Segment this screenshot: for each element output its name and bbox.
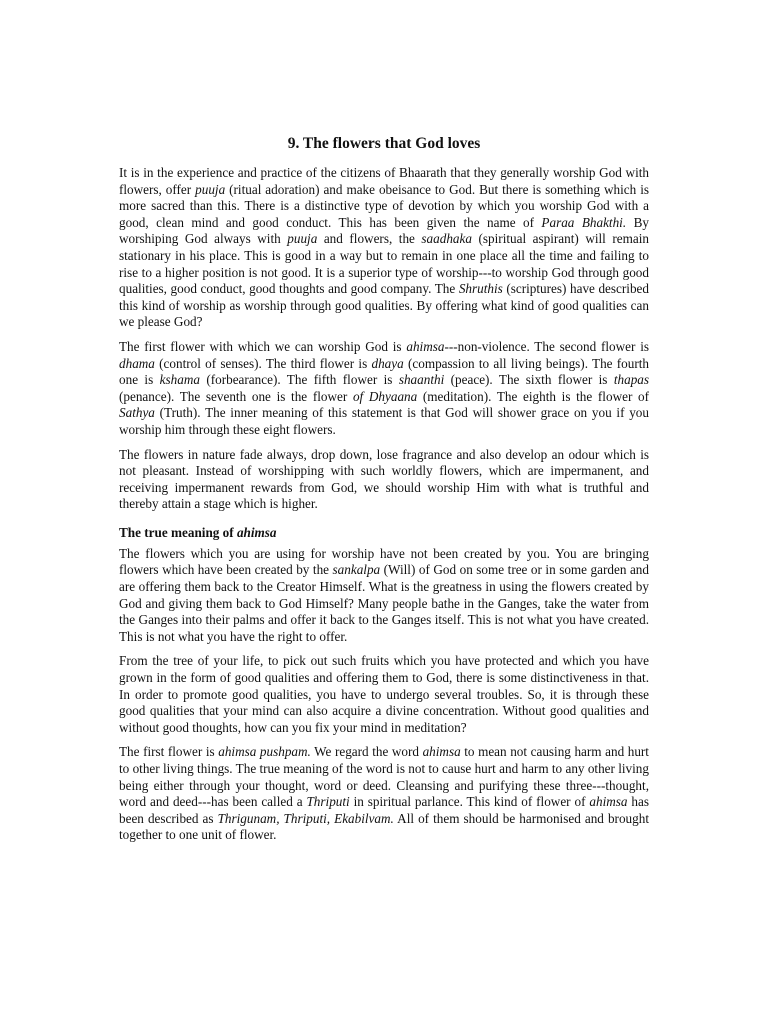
italic-term: Paraa Bhakthi.: [541, 214, 627, 230]
text-run: From the tree of your life, to pick out such fruits which you have protected and which you have grown in the form of good qualities and offering them to God, there is some distinctiveness in that. In order to promote good qualities, you have to undergo several troubles. So, it is through these good qualities that your mind can also acquire a divine concentration. Without good qualities and without good thoughts, how can you fix your mind in meditation?: [119, 653, 649, 735]
italic-term: Shruthis: [458, 281, 503, 297]
italic-term: shaanthi: [398, 372, 445, 388]
italic-term: Thriputi: [306, 794, 350, 810]
text-run: ---non-violence. The second flower is: [444, 338, 649, 354]
text-run: The true meaning of: [119, 524, 237, 540]
italic-term: puuja: [287, 231, 318, 247]
text-run: has been described as: [119, 794, 649, 826]
paragraph: [119, 546, 649, 646]
italic-term: Sathya: [119, 405, 155, 421]
paragraph: [119, 447, 649, 513]
italic-term: puuja: [195, 181, 226, 197]
text-run: It is in the experience and practice of the citizens of Bhaarath that they generally worship God with flowers, offer: [119, 165, 649, 197]
text-run: The flowers in nature fade always, drop down, lose fragrance and also develop an odour which is not pleasant. Instead of worshipping with such worldly flowers, which are impermanent, and receiving impermanent rewards from God, we should worship Him with what is truthful and thereby attain a stage which is higher.: [119, 446, 649, 512]
text-run: (penance). The seventh one is the flower: [119, 388, 353, 404]
text-run: The first flower with which we can worship God is: [119, 338, 407, 354]
text-run: The first flower is: [119, 744, 219, 760]
text-run: (Truth). The inner meaning of this statement is that God will shower grace on you if you worship him through these eight flowers.: [119, 405, 649, 437]
text-run: (scriptures) have described this kind of worship as worship through good qualities. By offering what kind of good qualities can we please God?: [119, 281, 649, 330]
italic-term: ahimsa pushpam.: [218, 744, 311, 760]
paragraph: [119, 653, 649, 736]
text-run: (meditation). The eighth is the flower of: [417, 388, 649, 404]
italic-term: saadhaka: [421, 231, 472, 247]
italic-term: dhama: [119, 355, 155, 371]
text-run: All of them should be harmonised and brought together to one unit of flower.: [119, 810, 649, 843]
text-run: (Will) of God on some tree or in some garden and are offering them back to the Creator Himself. What is the greatness in using the flowers created by God and giving them back to God Himself? Many people bathe in the Ganges, take the water from the Ganges into their palms and offer it back to the Ganges itself. This is not what you have created. This is not what you have the right to offer.: [119, 562, 649, 644]
text-run: By worshiping God always with: [119, 214, 649, 247]
text-run: to mean not causing harm and hurt to other living things. The true meaning of the word is not to cause hurt and harm to any other living being either through your thought, word or deed. Cleansing and purifying these three---thought, word and deed---has been called a: [119, 744, 649, 810]
italic-term: kshama: [159, 372, 200, 388]
italic-term: ahimsa: [589, 794, 628, 810]
text-run: The flowers which you are using for worship have not been created by you. You are bringing flowers which have been created by the: [119, 545, 649, 578]
italic-term: dhaya: [371, 355, 404, 371]
text-run: (spiritual aspirant) will remain stationary in his place. This is good in a way but to remain in one place all the time and failing to rise to a higher position is not good. It is a superior type of worship---to worship God through good qualities, good conduct, good thoughts and good company. The: [119, 231, 649, 297]
paragraph: [119, 744, 649, 844]
page-title: 9. The flowers that God loves: [287, 135, 481, 152]
text-run: (peace). The sixth flower is: [444, 372, 614, 388]
italic-term: ahimsa: [422, 744, 461, 760]
italic-term: ahimsa: [406, 338, 445, 354]
text-run: (compassion to all living beings). The fourth one is: [119, 355, 650, 388]
italic-term: sankalpa: [332, 562, 381, 578]
paragraph: [119, 165, 649, 331]
text-run: in spiritual parlance. This kind of flower of: [349, 794, 590, 810]
italic-term: Thrigunam, Thriputi, Ekabilvam.: [217, 810, 394, 826]
italic-term: of Dhyaana: [352, 388, 418, 404]
text-run: (control of senses). The third flower is: [154, 355, 372, 371]
italic-term: thapas: [613, 372, 650, 388]
text-run: and flowers, the: [317, 231, 422, 247]
italic-term: ahimsa: [236, 524, 277, 540]
text-run: (ritual adoration) and make obeisance to God. But there is something which is more sacred than this. There is a distinctive type of devotion by which you worship God with a good, clean mind and good conduct. This has been given the name of: [119, 181, 649, 230]
paragraph: [119, 339, 649, 439]
text-run: (forbearance). The fifth flower is: [199, 372, 399, 388]
section-heading: [119, 525, 649, 541]
text-run: We regard the word: [310, 744, 423, 760]
